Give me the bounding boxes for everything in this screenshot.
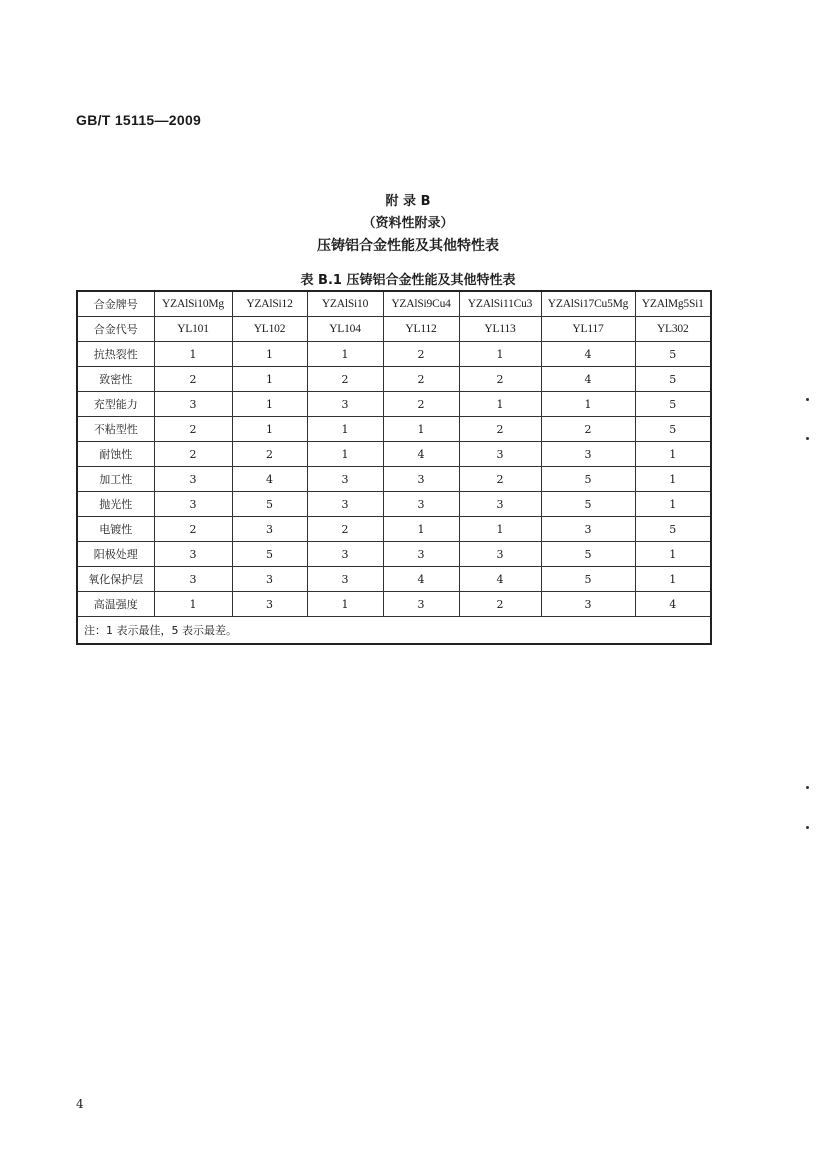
rating-cell: 1 (383, 417, 459, 442)
rating-cell: 5 (232, 492, 307, 517)
property-label: 致密性 (77, 367, 154, 392)
rating-cell: 1 (541, 392, 635, 417)
rating-cell: 5 (541, 542, 635, 567)
rating-cell: 5 (635, 417, 711, 442)
scan-speck (806, 398, 809, 401)
alloy-code-cell: YL101 (154, 317, 232, 342)
rating-cell: 3 (307, 542, 383, 567)
rating-cell: 1 (635, 442, 711, 467)
alloy-code-cell: YL104 (307, 317, 383, 342)
rating-cell: 2 (154, 417, 232, 442)
rating-cell: 3 (232, 517, 307, 542)
alloy-grade-cell: YZAlSi9Cu4 (383, 291, 459, 317)
property-row (77, 542, 711, 567)
alloy-grade-label: 合金牌号 (77, 291, 154, 317)
rating-cell: 3 (383, 542, 459, 567)
alloy-grade-cell: YZAlSi11Cu3 (459, 291, 541, 317)
rating-cell: 3 (383, 492, 459, 517)
note-row (77, 617, 711, 645)
alloy-code-cell: YL113 (459, 317, 541, 342)
property-label: 电镀性 (77, 517, 154, 542)
rating-cell: 3 (154, 392, 232, 417)
alloy-code-label: 合金代号 (77, 317, 154, 342)
rating-cell: 2 (307, 517, 383, 542)
rating-cell: 5 (635, 367, 711, 392)
rating-cell: 5 (232, 542, 307, 567)
rating-cell: 5 (541, 467, 635, 492)
table-note: 注：1 表示最佳，5 表示最差。 (77, 617, 711, 645)
rating-cell: 1 (383, 517, 459, 542)
rating-cell: 5 (541, 567, 635, 592)
scan-speck (806, 437, 809, 440)
rating-cell: 3 (154, 567, 232, 592)
page-number: 4 (76, 1097, 84, 1111)
rating-cell: 4 (232, 467, 307, 492)
rating-cell: 1 (232, 417, 307, 442)
alloy-code-row (77, 317, 711, 342)
rating-cell: 2 (232, 442, 307, 467)
rating-cell: 2 (459, 367, 541, 392)
scan-speck (806, 786, 809, 789)
standard-code: GB/T 15115—2009 (76, 112, 202, 128)
rating-cell: 3 (307, 467, 383, 492)
rating-cell: 3 (154, 467, 232, 492)
property-row (77, 467, 711, 492)
property-label: 耐蚀性 (77, 442, 154, 467)
rating-cell: 4 (541, 367, 635, 392)
property-label: 抗热裂性 (77, 342, 154, 367)
property-row (77, 492, 711, 517)
rating-cell: 1 (635, 567, 711, 592)
property-label: 抛光性 (77, 492, 154, 517)
property-row (77, 517, 711, 542)
property-row (77, 592, 711, 617)
rating-cell: 3 (232, 567, 307, 592)
rating-cell: 3 (154, 542, 232, 567)
rating-cell: 2 (154, 517, 232, 542)
property-label: 阳极处理 (77, 542, 154, 567)
rating-cell: 1 (635, 542, 711, 567)
rating-cell: 1 (635, 467, 711, 492)
rating-cell: 3 (459, 542, 541, 567)
rating-cell: 1 (232, 392, 307, 417)
rating-cell: 2 (383, 367, 459, 392)
rating-cell: 1 (307, 442, 383, 467)
alloy-grade-cell: YZAlSi17Cu5Mg (541, 291, 635, 317)
alloy-grade-cell: YZAlSi10 (307, 291, 383, 317)
rating-cell: 3 (307, 392, 383, 417)
rating-cell: 1 (635, 492, 711, 517)
rating-cell: 4 (383, 567, 459, 592)
rating-cell: 1 (307, 592, 383, 617)
alloy-code-cell: YL102 (232, 317, 307, 342)
rating-cell: 3 (383, 592, 459, 617)
alloy-grade-cell: YZAlMg5Si1 (635, 291, 711, 317)
rating-cell: 1 (307, 417, 383, 442)
rating-cell: 1 (232, 367, 307, 392)
alloy-grade-cell: YZAlSi10Mg (154, 291, 232, 317)
rating-cell: 3 (459, 492, 541, 517)
property-row (77, 367, 711, 392)
annex-nature: （资料性附录） (362, 216, 454, 231)
property-label: 加工性 (77, 467, 154, 492)
rating-cell: 5 (541, 492, 635, 517)
table-caption: 表 B.1 压铸铝合金性能及其他特性表 (300, 273, 516, 288)
rating-cell: 2 (459, 592, 541, 617)
alloy-code-cell: YL302 (635, 317, 711, 342)
alloy-grade-cell: YZAlSi12 (232, 291, 307, 317)
rating-cell: 3 (541, 592, 635, 617)
property-label: 氧化保护层 (77, 567, 154, 592)
rating-cell: 1 (459, 517, 541, 542)
rating-cell: 3 (307, 492, 383, 517)
alloy-code-cell: YL112 (383, 317, 459, 342)
rating-cell: 5 (635, 392, 711, 417)
scan-speck (806, 826, 809, 829)
rating-cell: 2 (154, 367, 232, 392)
alloy-properties-table (76, 290, 712, 645)
rating-cell: 2 (307, 367, 383, 392)
rating-cell: 3 (541, 442, 635, 467)
rating-cell: 1 (459, 342, 541, 367)
rating-cell: 2 (383, 342, 459, 367)
rating-cell: 3 (383, 467, 459, 492)
property-row (77, 392, 711, 417)
rating-cell: 3 (459, 442, 541, 467)
rating-cell: 5 (635, 342, 711, 367)
annex-title: 压铸铝合金性能及其他特性表 (317, 238, 499, 254)
rating-cell: 4 (541, 342, 635, 367)
alloy-code-cell: YL117 (541, 317, 635, 342)
annex-label: 附 录 B (385, 194, 431, 209)
rating-cell: 1 (307, 342, 383, 367)
property-row (77, 417, 711, 442)
rating-cell: 3 (541, 517, 635, 542)
property-label: 高温强度 (77, 592, 154, 617)
rating-cell: 1 (232, 342, 307, 367)
rating-cell: 4 (383, 442, 459, 467)
property-label: 不粘型性 (77, 417, 154, 442)
rating-cell: 2 (154, 442, 232, 467)
rating-cell: 2 (459, 467, 541, 492)
rating-cell: 5 (635, 517, 711, 542)
property-row (77, 442, 711, 467)
property-label: 充型能力 (77, 392, 154, 417)
rating-cell: 2 (383, 392, 459, 417)
rating-cell: 1 (154, 592, 232, 617)
rating-cell: 4 (459, 567, 541, 592)
rating-cell: 3 (232, 592, 307, 617)
property-row (77, 567, 711, 592)
rating-cell: 3 (154, 492, 232, 517)
rating-cell: 2 (541, 417, 635, 442)
alloy-grade-row (77, 291, 711, 317)
rating-cell: 1 (459, 392, 541, 417)
rating-cell: 3 (307, 567, 383, 592)
property-row (77, 342, 711, 367)
rating-cell: 2 (459, 417, 541, 442)
rating-cell: 4 (635, 592, 711, 617)
rating-cell: 1 (154, 342, 232, 367)
